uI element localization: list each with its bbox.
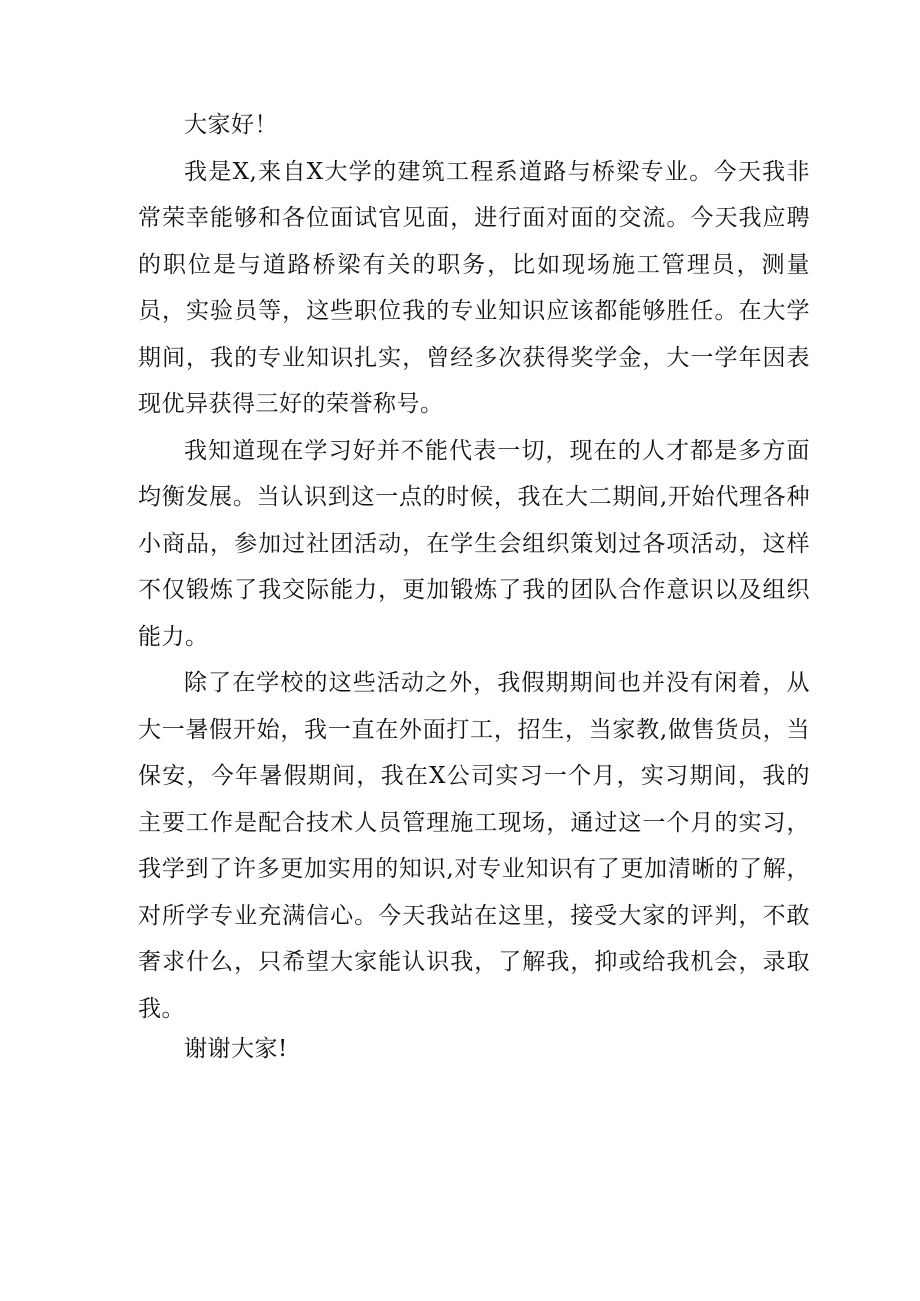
paragraph-experience: 除了在学校的这些活动之外，我假期期间也并没有闲着，从大一暑假开始，我一直在外面打工，招生，当家教,做售货员，当保安，今年暑假期间，我在X公司实习一个月，实习期间，我的主要工作是配合技术人员管理施工现场，通过这一个月的实习，我学到了许多更加实用的知识,对专业知识有了更加清晰的了解，对所学专业充满信心。今天我站在这里，接受大家的评判，不敢奢求什么，只希望大家能认识我，了解我，抑或给我机会，录取我。 — [138, 670, 810, 1022]
paragraph-introduction: 我是X,来自X大学的建筑工程系道路与桥梁专业。今天我非常荣幸能够和各位面试官见面，进行面对面的交流。今天我应聘的职位是与道路桥梁有关的职务，比如现场施工管理员，测量员，实验员等，这些职位我的专业知识应该都能够胜任。在大学期间，我的专业知识扎实，曾经多次获得奖学金，大一学年因表现优异获得三好的荣誉称号。 — [138, 158, 810, 417]
greeting-line: 大家好！ — [184, 112, 278, 138]
document-body — [138, 102, 810, 1073]
paragraph-development: 我知道现在学习好并不能代表一切，现在的人才都是多方面均衡发展。当认识到这一点的时候，我在大二期间,开始代理各种小商品，参加过社团活动，在学生会组织策划过各项活动，这样不仅锻炼了我交际能力，更加锻炼了我的团队合作意识以及组织能力。 — [138, 437, 810, 650]
closing-line: 谢谢大家! — [184, 1036, 288, 1062]
